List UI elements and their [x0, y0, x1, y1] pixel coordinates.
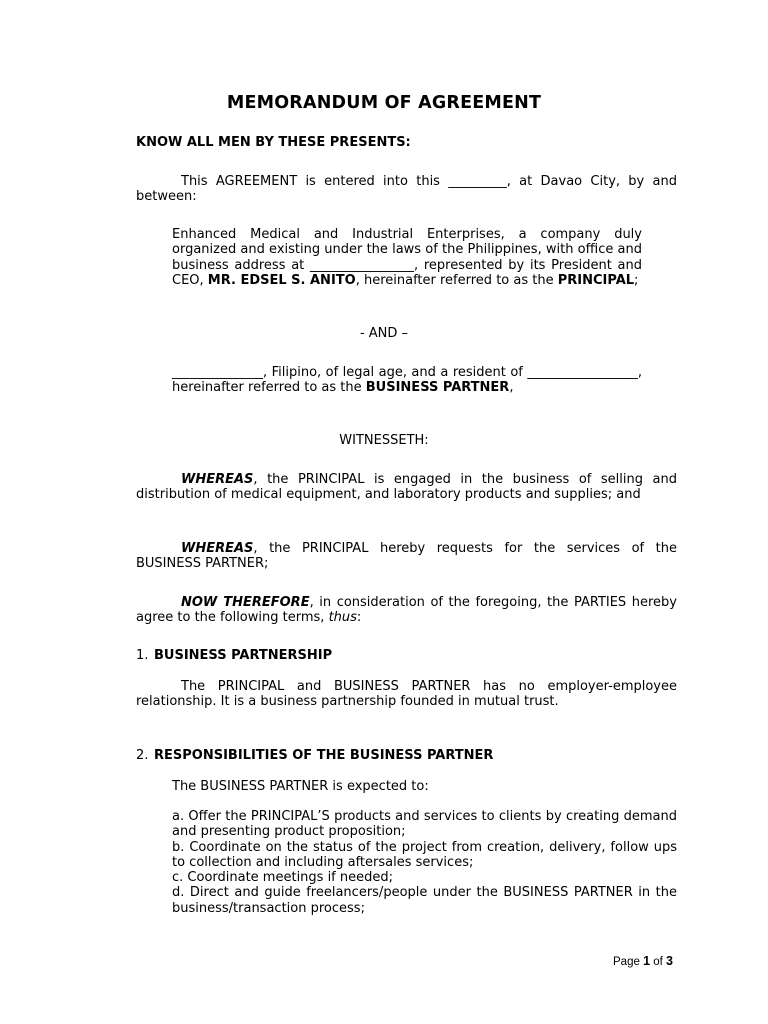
footer-total-pages: 3 [666, 954, 673, 968]
whereas-2-text: , the PRINCIPAL hereby requests for the services of the BUSINESS PARTNER; [136, 541, 677, 572]
document-title: MEMORANDUM OF AGREEMENT [226, 93, 542, 113]
page-footer [613, 954, 673, 968]
section-1-text: The PRINCIPAL and BUSINESS PARTNER has no employer-employee relationship. It is a business partnership founded in mutual trust. [136, 679, 677, 710]
now-therefore-text: , in consideration of the foregoing, the PARTIES hereby agree to the following terms, [136, 595, 677, 626]
principal-paragraph [172, 227, 642, 288]
list-item: d. Direct and guide freelancers/people under the BUSINESS PARTNER in the business/transaction process; [172, 885, 677, 916]
whereas-2-lead: WHEREAS [181, 541, 254, 556]
list-item: c. Coordinate meetings if needed; [172, 870, 394, 886]
partner-paragraph [172, 365, 642, 396]
partner-label: BUSINESS PARTNER [365, 380, 510, 396]
now-therefore-lead: NOW THEREFORE [181, 595, 310, 610]
agreement-text: This AGREEMENT is entered into this _________, at Davao City, by and between: [136, 174, 677, 205]
footer-page-label: Page [613, 956, 640, 968]
principal-text-1: Enhanced Medical and Industrial Enterprises, a company duly organized and existing under the laws of the Philippines, with office and business address at ________________, represented by its President and CEO, [172, 227, 642, 288]
intro-heading: KNOW ALL MEN BY THESE PRESENTS: [136, 135, 411, 150]
section-1-title: BUSINESS PARTNERSHIP [154, 648, 333, 663]
and-separator: - AND – [359, 326, 409, 341]
responsibilities-list [172, 809, 677, 916]
whereas-paragraph-1 [136, 472, 677, 503]
footer-current-page: 1 [643, 954, 651, 968]
partner-text-1: ______________, Filipino, of legal age, and a resident of _________________, hereinafter referred to as the [172, 365, 642, 396]
now-therefore-end: : [356, 610, 362, 626]
partner-text-2: , [509, 380, 514, 396]
section-1-body [136, 679, 677, 710]
witnesseth-heading: WITNESSETH: [339, 433, 429, 448]
now-therefore-thus: thus [328, 610, 357, 626]
now-therefore-paragraph [136, 595, 677, 626]
footer-of-label: of [653, 956, 663, 968]
principal-label: PRINCIPAL [557, 272, 635, 288]
principal-text-3: ; [634, 272, 639, 288]
list-item: b. Coordinate on the status of the project from creation, delivery, follow ups to collection and including aftersales services; [172, 839, 677, 870]
section-1-heading [136, 648, 332, 663]
section-2-title: RESPONSIBILITIES OF THE BUSINESS PARTNER [154, 748, 494, 763]
principal-text-2: , hereinafter referred to as the [355, 272, 554, 288]
section-2-number: 2. [136, 748, 149, 763]
section-2-heading [136, 748, 493, 763]
whereas-1-lead: WHEREAS [181, 472, 254, 487]
section-2-intro: The BUSINESS PARTNER is expected to: [172, 779, 429, 794]
principal-ceo-name: MR. EDSEL S. ANITO [207, 272, 356, 288]
section-1-number: 1. [136, 648, 149, 663]
list-item: a. Offer the PRINCIPAL’S products and services to clients by creating demand and presenting product proposition; [172, 809, 677, 840]
agreement-paragraph [136, 174, 677, 205]
whereas-paragraph-2 [136, 541, 677, 572]
whereas-1-text: , the PRINCIPAL is engaged in the business of selling and distribution of medical equipment, and laboratory products and supplies; and [136, 472, 677, 503]
